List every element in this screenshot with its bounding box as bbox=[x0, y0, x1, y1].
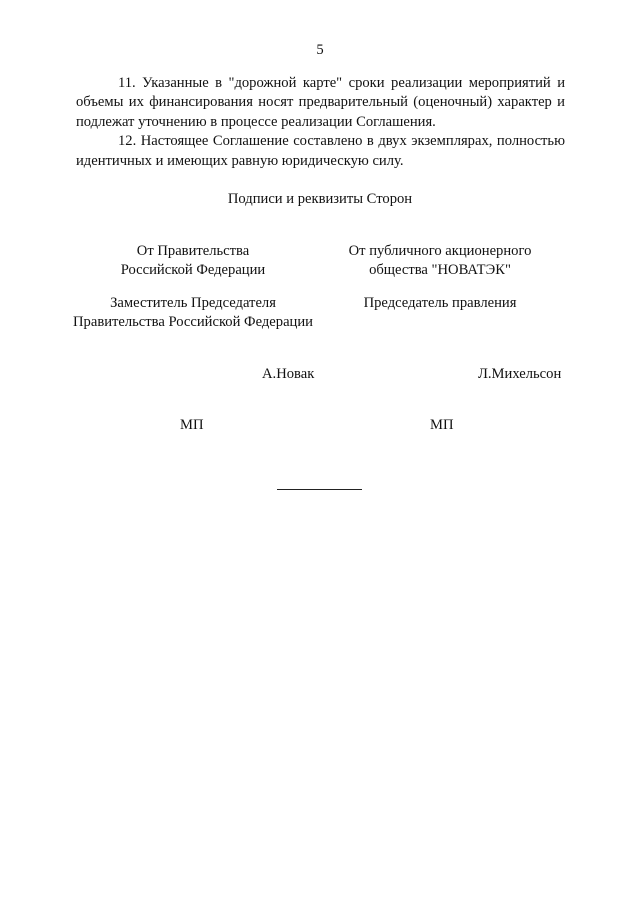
signatures-heading: Подписи и реквизиты Сторон bbox=[227, 191, 413, 207]
page-number: 5 bbox=[316, 42, 324, 58]
clause-11: 11. Указанные в "дорожной карте" сроки реализации мероприятий и объемы их финансирования носят предварительный (оценочный) характер и подлежат уточнению в процессе реализации Соглашения. bbox=[76, 75, 565, 130]
left-position-block bbox=[60, 294, 326, 333]
right-position-line-1: Председатель правления bbox=[363, 295, 517, 311]
end-of-document-rule bbox=[277, 489, 362, 490]
agreement-clauses bbox=[76, 74, 565, 171]
left-party-block bbox=[60, 242, 326, 281]
right-position-block bbox=[318, 294, 562, 313]
left-position-line-2: Правительства Российской Федерации bbox=[73, 314, 313, 331]
left-position-line-1: Заместитель Председателя bbox=[110, 295, 276, 311]
left-signatory-name: А.Новак bbox=[262, 366, 315, 382]
right-signatory-name: Л.Михельсон bbox=[478, 366, 562, 382]
left-party-line-1: От Правительства bbox=[136, 243, 250, 259]
left-party-line-2: Российской Федерации bbox=[120, 262, 266, 279]
left-seal-mark: МП bbox=[180, 417, 204, 433]
right-party-line-2: общества "НОВАТЭК" bbox=[369, 262, 511, 279]
clause-12: 12. Настоящее Соглашение составлено в двух экземплярах, полностью идентичных и имеющих равную юридическую силу. bbox=[76, 133, 565, 169]
right-party-line-1: От публичного акционерного bbox=[348, 243, 532, 259]
right-seal-mark: МП bbox=[430, 417, 454, 433]
right-party-block bbox=[318, 242, 562, 281]
